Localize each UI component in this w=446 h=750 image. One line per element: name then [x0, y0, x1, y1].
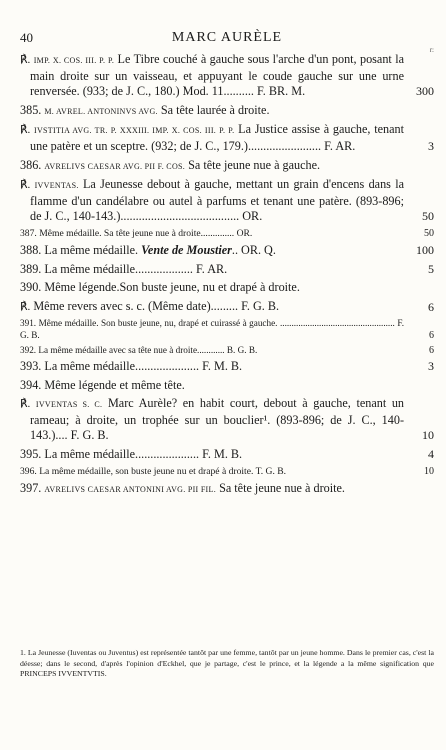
- entry-value: 10: [424, 465, 434, 477]
- entry-text: La Jeunesse debout à gauche, mettant un grain d'encens dans la flamme d'un candélabre ou autel à parfums et tenant une patère. (893-896; de J. C., 140-143.)....................................... OR.: [30, 177, 405, 224]
- entry-text: .. OR. Q.: [231, 242, 276, 257]
- coin-legend: AVRELIVS CAESAR AVG. PII F. COS.: [44, 161, 186, 171]
- entry-text: La même médaille................... F. AR.: [41, 261, 228, 276]
- entry-text: La même médaille avec sa tête nue à droite............ B. G. B.: [36, 344, 258, 355]
- coin-legend: M. AVREL. ANTONINVS AVG.: [44, 106, 158, 116]
- entry-number: 394.: [20, 377, 42, 392]
- entry-text: Même légende et même tête.: [41, 377, 185, 392]
- entry-text: La même médaille, son buste jeune nu et drapé à droite. T. G. B.: [36, 465, 287, 477]
- sale-reference: Vente de Moustier: [141, 242, 232, 257]
- catalog-entry: [20, 447, 434, 463]
- coin-legend: IMP. X. COS. III. P. P.: [33, 56, 115, 65]
- entry-number: 395.: [20, 447, 42, 462]
- catalog-entry: [20, 52, 434, 100]
- catalog-entry: [20, 299, 434, 316]
- catalog-entry: [20, 359, 434, 375]
- entry-text: Marc Aurèle? en habit court, debout à gauche, tenant un rameau; à droite, un trophée sur un bouclier¹. (893-896; de J. C., 140-143.).... F. G. B.: [30, 396, 405, 443]
- entry-number: 390.: [20, 280, 42, 295]
- reverse-symbol: ℟.: [20, 300, 31, 313]
- entry-value: 6: [429, 329, 434, 341]
- reverse-symbol: ℟.: [20, 179, 31, 192]
- catalog-entry: [20, 481, 434, 498]
- entry-text: Sa tête laurée à droite.: [157, 102, 270, 117]
- footnote: 1. La Jeunesse (Iuventas ou Juventus) est représentée tantôt par une femme, tantôt par un jeune homme. Dans le premier cas, c'est la déesse; dans le second, d'après l'opinion d'Eckhel, que je partage, c'est le prince, et la légende a la même signification que PRINCEPS IVVENTVTIS.: [20, 648, 434, 679]
- running-title: MARC AURÈLE: [171, 30, 283, 45]
- coin-legend: IVVENTAS.: [34, 181, 79, 191]
- entry-number: 385.: [20, 102, 42, 117]
- entry-number: 397.: [20, 480, 42, 495]
- page-header: [20, 30, 434, 54]
- reverse-symbol: ℟.: [20, 54, 31, 66]
- corner-mark: r:: [429, 46, 434, 54]
- catalog-entry: [20, 158, 434, 175]
- entry-value: 6: [428, 299, 434, 314]
- entry-number: 396.: [20, 465, 37, 477]
- entry-value: 10: [422, 428, 434, 443]
- entry-text: Même médaille. Son buste jeune, nu, drapé et cuirassé à gauche. .................................................. F. G. B.: [20, 318, 404, 340]
- entry-number: 393.: [20, 359, 42, 374]
- entry-value: 3: [428, 359, 434, 374]
- catalog-entry: [20, 345, 434, 357]
- entry-text: La même médaille..................... F. M. B.: [41, 447, 243, 462]
- entry-text: La même médaille..................... F. M. B.: [41, 359, 243, 374]
- coin-legend: AVRELIVS CAESAR ANTONINI AVG. PII FIL.: [44, 484, 217, 494]
- entry-value: 300: [416, 84, 434, 99]
- entry-text: Même médaille. Sa tête jeune nue à droite.............. OR.: [36, 227, 253, 239]
- entry-value: 50: [424, 227, 434, 239]
- entry-number: 387.: [20, 227, 37, 239]
- entry-value: 50: [422, 209, 434, 224]
- coin-legend: IVSTITIA AVG. TR. P. XXXIII. IMP. X. COS. III. P. P.: [34, 126, 235, 136]
- page-number: 40: [20, 30, 33, 45]
- catalog-entry: [20, 396, 434, 444]
- entry-value: 5: [428, 261, 434, 276]
- catalog-entry: [20, 466, 434, 478]
- coin-legend: IVVENTAS S. C.: [35, 400, 103, 410]
- entry-text: Même légende.Son buste jeune, nu et drapé à droite.: [41, 280, 300, 295]
- catalog-entry: [20, 378, 434, 394]
- entry-number: 389.: [20, 261, 42, 276]
- catalog-entry: [20, 318, 434, 341]
- entry-text: Sa tête jeune nue à gauche.: [185, 157, 321, 172]
- catalog-entries: [20, 52, 434, 497]
- entry-value: 6: [429, 344, 434, 356]
- entry-text: La même médaille.: [41, 242, 142, 257]
- entry-value: 4: [428, 447, 434, 462]
- catalog-entry: [20, 262, 434, 278]
- catalog-entry: [20, 280, 434, 296]
- catalog-entry: [20, 103, 434, 120]
- entry-number: 388.: [20, 242, 42, 257]
- catalog-entry: [20, 177, 434, 225]
- entry-text: La Justice assise à gauche, tenant une patère et un sceptre. (932; de J. C., 179.)........................ F. AR.: [30, 122, 404, 153]
- entry-number: 392.: [20, 344, 37, 355]
- catalog-entry: [20, 122, 434, 154]
- entry-text: Le Tibre couché à gauche sous l'arche d'un pont, posant la main droite sur un vaisseau, et appuyant le coude gauche sur une urne renversée. (933; de J. C., 180.) Mod. 11.......... F. BR. M.: [30, 52, 405, 99]
- entry-number: 391.: [20, 318, 37, 329]
- reverse-symbol: ℟.: [20, 398, 31, 411]
- catalog-entry: [20, 228, 434, 240]
- reverse-symbol: ℟.: [20, 124, 31, 137]
- entry-value: 100: [416, 242, 434, 257]
- catalog-entry: [20, 243, 434, 259]
- entry-text: Même revers avec s. c. (Même date)......... F. G. B.: [30, 298, 280, 313]
- entry-value: 3: [428, 138, 434, 153]
- entry-text: Sa tête jeune nue à droite.: [216, 480, 345, 495]
- entry-number: 386.: [20, 157, 42, 172]
